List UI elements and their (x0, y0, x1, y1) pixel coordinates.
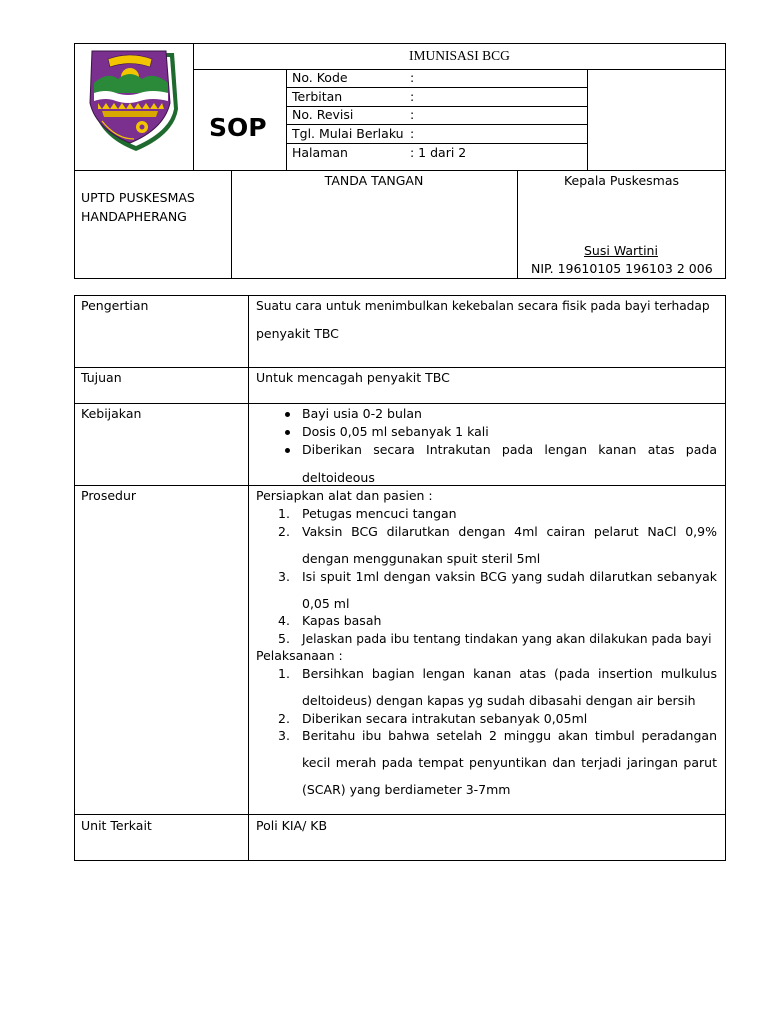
prep-step-3-line1: Isi spuit 1ml dengan vaksin BCG yang sudah dilarutkan sebanyak (302, 569, 717, 584)
kebijakan-item-3-line2: deltoideous (302, 470, 375, 485)
kebijakan-item-1: Bayi usia 0-2 bulan (302, 406, 422, 421)
field-value-terbitan: : (410, 89, 415, 104)
unit-terkait-text: Poli KIA/ KB (256, 818, 328, 833)
exec-step-3-line1: Beritahu ibu bahwa setelah 2 minggu akan timbul peradangan (302, 728, 717, 743)
prep-step-5: Jelaskan pada ibu tentang tindakan yang akan dilakukan pada bayi (302, 632, 712, 646)
prep-step-number: 4. (278, 613, 290, 628)
prep-heading: Persiapkan alat dan pasien : (256, 488, 433, 503)
field-label-tgl-mulai: Tgl. Mulai Berlaku (292, 126, 404, 141)
field-value-no-revisi: : (410, 107, 415, 122)
pengertian-text-line1: Suatu cara untuk menimbulkan kekebalan secara fisik pada bayi terhadap (256, 299, 710, 313)
prep-step-3-line2: 0,05 ml (302, 596, 350, 611)
pengertian-text-line2: penyakit TBC (256, 326, 339, 341)
unit-terkait-label: Unit Terkait (81, 818, 152, 833)
prep-step-number: 3. (278, 569, 290, 584)
field-label-halaman: Halaman (292, 145, 348, 160)
exec-step-2: Diberikan secara intrakutan sebanyak 0,05ml (302, 711, 588, 726)
exec-step-1-line1: Bersihkan bagian lengan kanan atas (pada insertion mulkulus (302, 666, 717, 681)
tujuan-text: Untuk mencagah penyakit TBC (256, 370, 450, 385)
exec-step-number: 2. (278, 711, 290, 726)
head-name: Susi Wartini (584, 243, 658, 258)
exec-heading: Pelaksanaan : (256, 648, 343, 663)
prep-step-4: Kapas basah (302, 613, 382, 628)
kebijakan-item-3-line1: Diberikan secara Intrakutan pada lengan kanan atas pada (302, 442, 717, 457)
signature-label: TANDA TANGAN (324, 173, 424, 188)
exec-step-3-line2: kecil merah pada tempat penyuntikan dan terjadi jaringan parut (302, 755, 717, 770)
bullet-icon (285, 430, 290, 435)
prep-step-number: 1. (278, 506, 290, 521)
bullet-icon (285, 412, 290, 417)
field-label-terbitan: Terbitan (292, 89, 343, 104)
kebijakan-label: Kebijakan (81, 406, 142, 421)
exec-step-3-line3: (SCAR) yang berdiameter 3-7mm (302, 782, 511, 797)
org-name-line2: HANDAPHERANG (81, 209, 187, 224)
field-value-no-kode: : (410, 70, 415, 85)
tujuan-label: Tujuan (81, 370, 122, 385)
field-label-no-revisi: No. Revisi (292, 107, 354, 122)
prep-step-number: 5. (278, 631, 290, 646)
exec-step-1-line2: deltoideus) dengan kapas yg sudah dibasahi dengan air bersih (302, 693, 696, 708)
pengertian-label: Pengertian (81, 298, 149, 313)
head-nip: NIP. 19610105 196103 2 006 (531, 261, 713, 276)
head-title: Kepala Puskesmas (563, 173, 680, 188)
field-label-no-kode: No. Kode (292, 70, 348, 85)
kebijakan-item-2: Dosis 0,05 ml sebanyak 1 kali (302, 424, 489, 439)
exec-step-number: 3. (278, 728, 290, 743)
ciamis-logo (86, 47, 186, 157)
prep-step-number: 2. (278, 524, 290, 539)
document-title: IMUNISASI BCG (409, 48, 510, 63)
org-name-line1: UPTD PUSKESMAS (81, 190, 195, 205)
prosedur-label: Prosedur (81, 488, 137, 503)
field-value-halaman: : 1 dari 2 (410, 145, 467, 160)
field-value-tgl-mulai: : (410, 126, 415, 141)
exec-step-number: 1. (278, 666, 290, 681)
sop-label: SOP (209, 113, 267, 142)
prep-step-2-line2: dengan menggunakan spuit steril 5ml (302, 551, 541, 566)
prep-step-1: Petugas mencuci tangan (302, 506, 457, 521)
prep-step-2-line1: Vaksin BCG dilarutkan dengan 4ml cairan pelarut NaCl 0,9% (302, 524, 717, 539)
bullet-icon (285, 448, 290, 453)
